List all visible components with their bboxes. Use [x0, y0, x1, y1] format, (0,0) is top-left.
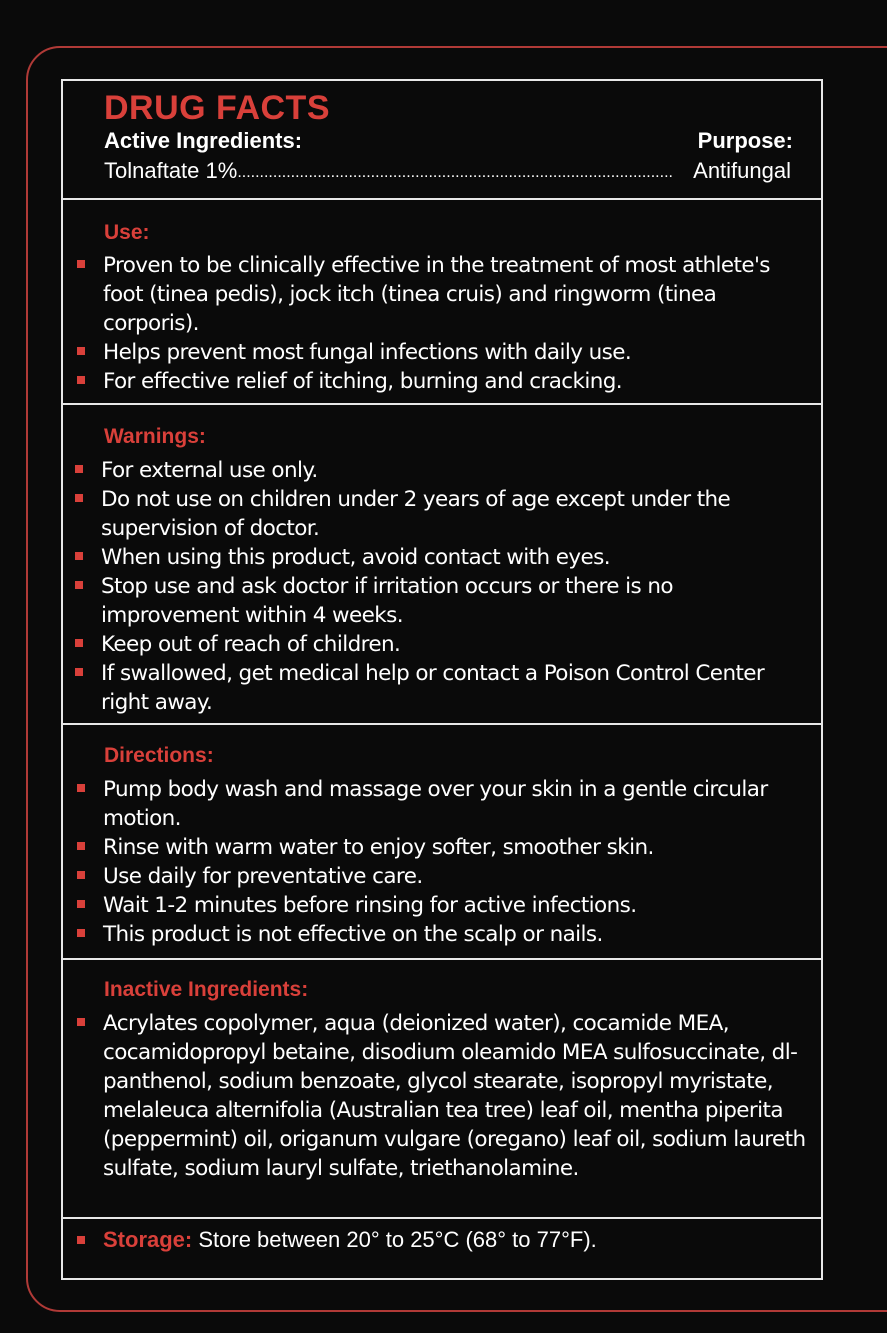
bullet-icon: [77, 784, 85, 792]
divider: [63, 958, 821, 960]
divider: [63, 723, 821, 725]
list-item: Proven to be clinically effective in the treatment of most athlete's foot (tinea pedis), jock itch (tinea cruis) and ringworm (tinea corporis).: [77, 251, 811, 338]
storage-text: Store between 20° to 25°C (68° to 77°F).: [192, 1227, 597, 1252]
purpose-label: Purpose:: [697, 128, 793, 153]
leader-dots: ..................................................................................................: [237, 165, 673, 181]
list-item: Keep out of reach of children.: [75, 630, 811, 659]
bullet-icon: [77, 900, 85, 908]
use-heading: Use:: [104, 221, 150, 244]
list-item: Helps prevent most fungal infections with daily use.: [77, 338, 811, 367]
active-ingredient-row: [104, 160, 791, 182]
bullet-icon: [77, 842, 85, 850]
divider: [63, 1217, 821, 1219]
bullet-icon: [77, 376, 85, 384]
bullet-icon: [75, 668, 83, 676]
storage-label: Storage:: [103, 1227, 193, 1252]
list-item: Do not use on children under 2 years of age except under the supervision of doctor.: [75, 485, 811, 543]
page-title: DRUG FACTS: [104, 89, 330, 127]
bullet-icon: [75, 581, 83, 589]
list-item: For external use only.: [75, 456, 811, 485]
warnings-list: [75, 456, 811, 717]
header-labels: [104, 130, 793, 152]
drug-facts-panel: [61, 79, 823, 1280]
warnings-heading: Warnings:: [104, 425, 206, 448]
use-list: [77, 251, 811, 396]
bullet-icon: [75, 639, 83, 647]
divider: [63, 198, 821, 200]
directions-list: [77, 775, 811, 949]
bullet-icon: [77, 347, 85, 355]
list-item: Use daily for preventative care.: [77, 862, 811, 891]
bullet-icon: [77, 929, 85, 937]
active-ingredient-purpose: Antifungal: [693, 158, 791, 183]
bullet-icon: [77, 260, 85, 268]
list-item: This product is not effective on the scalp or nails.: [77, 920, 811, 949]
list-item: Wait 1-2 minutes before rinsing for active infections.: [77, 891, 811, 920]
inactive-ingredients-list: [77, 1009, 811, 1183]
list-item: Acrylates copolymer, aqua (deionized water), cocamide MEA, cocamidopropyl betaine, disodium oleamido MEA sulfosuccinate, dl-panthenol, sodium benzoate, glycol stearate, isopropyl myristate, melaleuca alternifolia (Australian tea tree) leaf oil, mentha piperita (peppermint) oil, origanum vulgare (oregano) leaf oil, sodium laureth sulfate, sodium lauryl sulfate, triethanolamine.: [77, 1009, 811, 1183]
list-item: If swallowed, get medical help or contact a Poison Control Center right away.: [75, 659, 811, 717]
directions-heading: Directions:: [104, 744, 214, 767]
bullet-icon: [75, 465, 83, 473]
bullet-icon: [77, 1018, 85, 1026]
active-ingredient-name: Tolnaftate 1%: [104, 158, 238, 183]
list-item: Pump body wash and massage over your skin in a gentle circular motion.: [77, 775, 811, 833]
bullet-icon: [77, 1236, 85, 1244]
list-item: When using this product, avoid contact with eyes.: [75, 543, 811, 572]
bullet-icon: [75, 552, 83, 560]
divider: [63, 403, 821, 405]
bullet-icon: [77, 871, 85, 879]
list-item: For effective relief of itching, burning and cracking.: [77, 367, 811, 396]
list-item: Stop use and ask doctor if irritation occurs or there is no improvement within 4 weeks.: [75, 572, 811, 630]
inactive-ingredients-heading: Inactive Ingredients:: [104, 978, 309, 1001]
active-ingredients-label: Active Ingredients:: [104, 128, 303, 153]
storage-row: [77, 1225, 811, 1254]
bullet-icon: [75, 494, 83, 502]
list-item: Rinse with warm water to enjoy softer, smoother skin.: [77, 833, 811, 862]
